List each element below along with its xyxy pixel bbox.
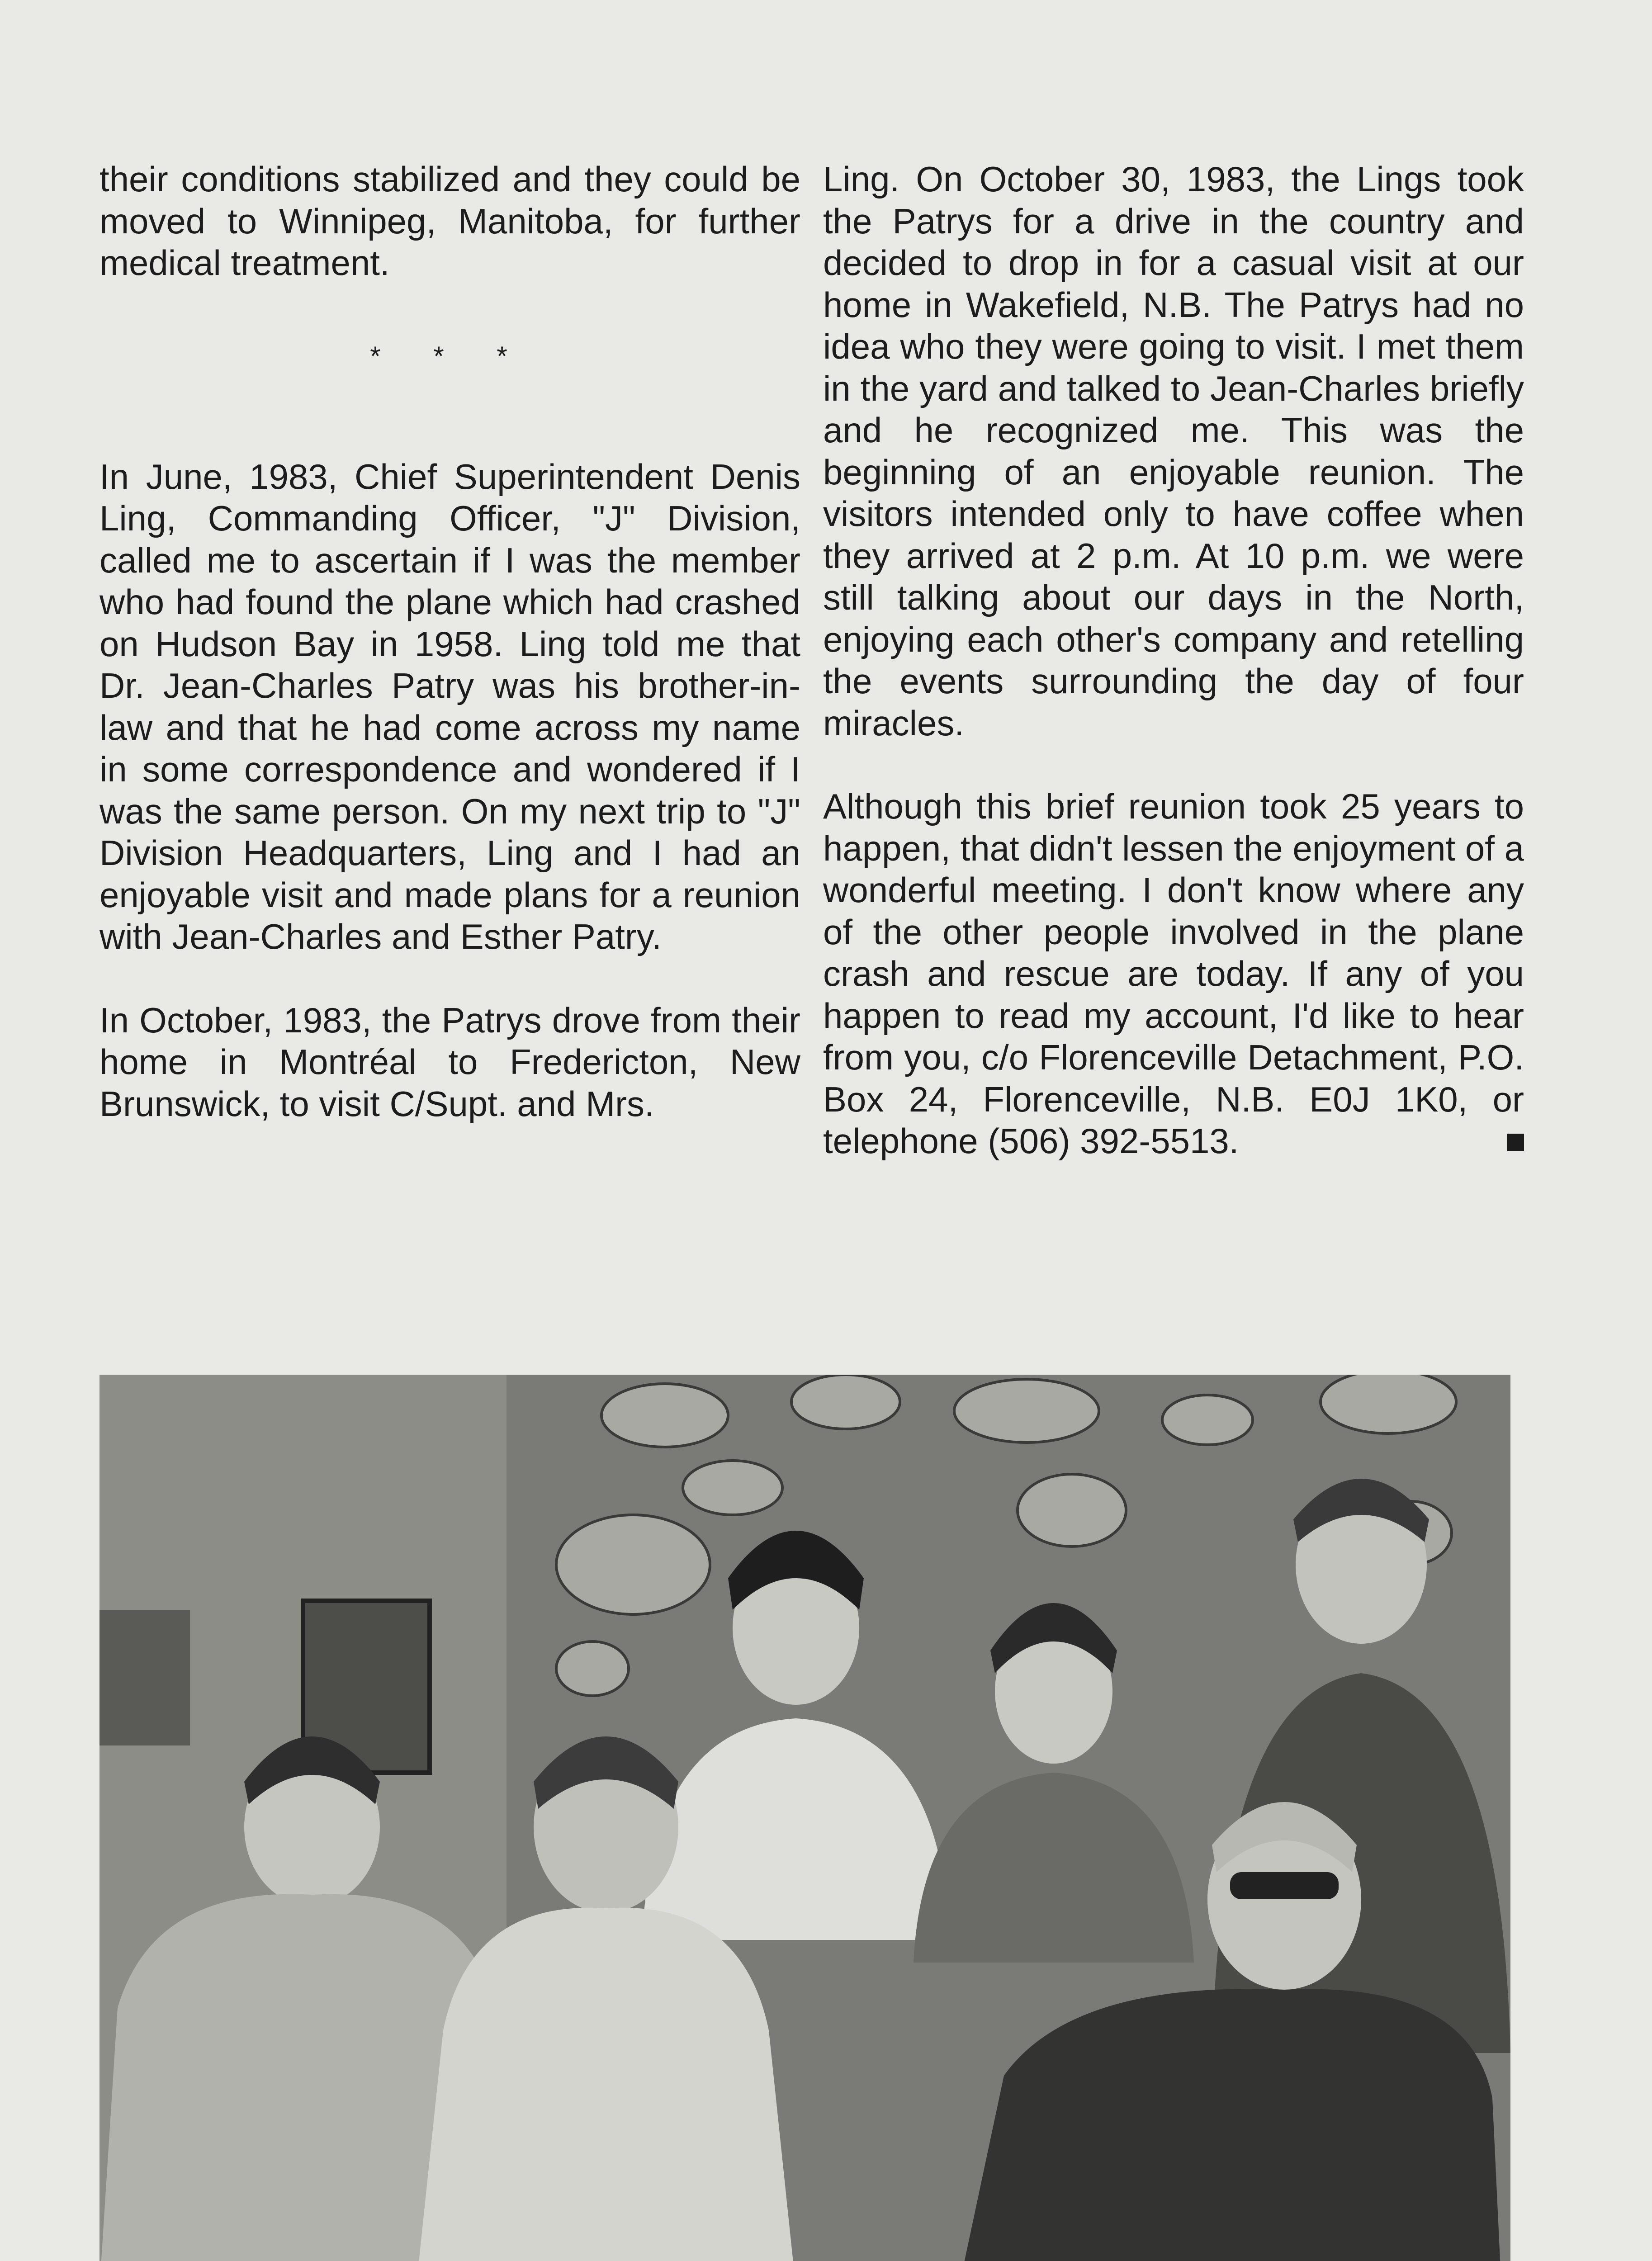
right-column xyxy=(823,158,1524,1204)
paragraph-text: Although this brief reunion took 25 years to happen, that didn't lessen the enjoyment of a wonderful meeting. I don't know where any of the other people involved in the plane crash and rescue are today. If any of you happen to read my account, I'd like to hear from you, c/o Florenceville Detachment, P.O. Box 24, Florenceville, N.B. E0J 1K0, or telephone (506) 392-5513. xyxy=(823,786,1524,1161)
group-photo xyxy=(99,1375,1510,2261)
section-separator: * * * xyxy=(370,341,530,371)
paragraph: In June, 1983, Chief Superintendent Denis Ling, Commanding Officer, "J" Division, called me to ascertain if I was the member who had found the plane which had crashed on Hudson Bay in 1958. Ling told me that Dr. Jean-Charles Patry was his brother-in-law and that he had come across my name in some correspondence and wondered if I was the same person. On my next trip to "J" Division Headquarters, Ling and I had an enjoyable visit and made plans for a reunion with Jean-Charles and Esther Patry. xyxy=(99,456,800,956)
paragraph: their conditions stabilized and they could be moved to Winnipeg, Manitoba, for further medical treatment. xyxy=(99,159,800,283)
group-photo-illustration xyxy=(99,1375,1510,2261)
end-of-article-mark xyxy=(1507,1134,1524,1151)
left-column xyxy=(99,158,800,1166)
paragraph: Ling. On October 30, 1983, the Lings took the Patrys for a drive in the country and decided to drop in for a casual visit at our home in Wakefield, N.B. The Patrys had no idea who they were going to visit. I met them in the yard and talked to Jean-Charles briefly and he recognized me. This was the beginning of an enjoyable reunion. The visitors intended only to have coffee when they arrived at 2 p.m. At 10 p.m. we were still talking about our days in the North, enjoying each other's company and retelling the events surrounding the day of four miracles. xyxy=(823,159,1524,743)
paragraph xyxy=(823,785,1524,1162)
paragraph: In October, 1983, the Patrys drove from their home in Montréal to Fredericton, New Brunswick, to visit C/Supt. and Mrs. xyxy=(99,1000,800,1124)
